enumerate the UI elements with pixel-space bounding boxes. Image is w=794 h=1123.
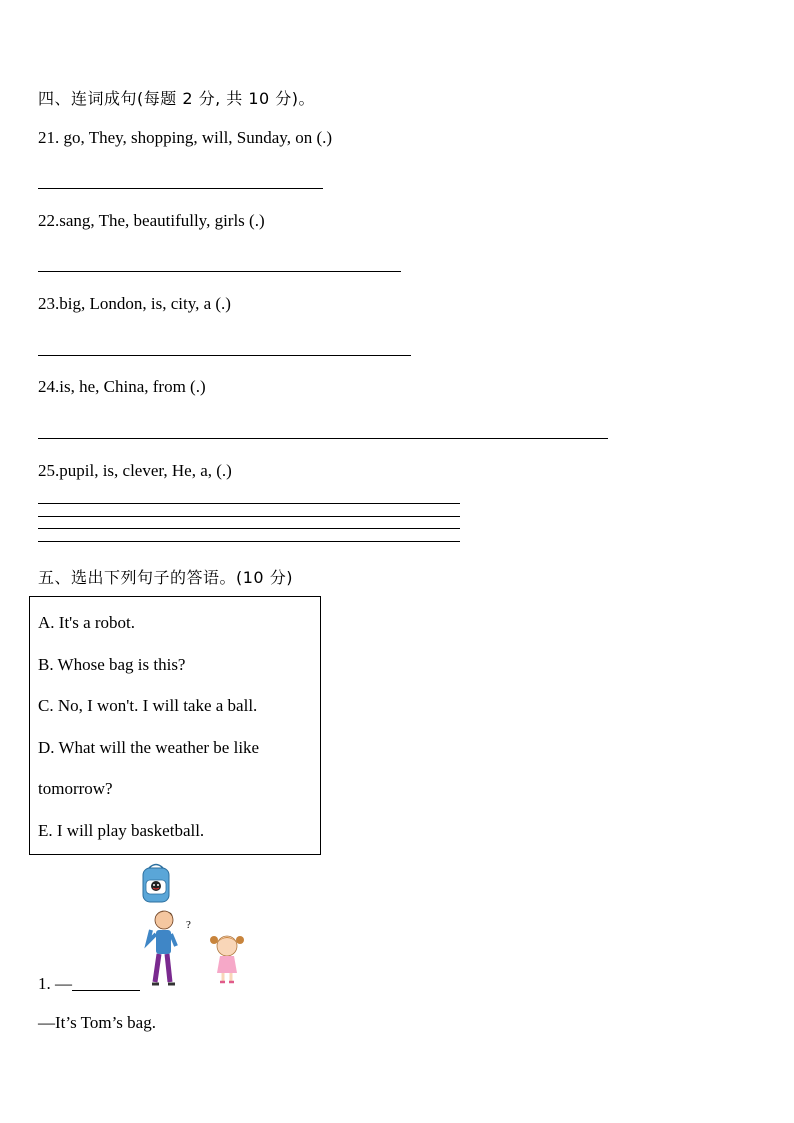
answer-line-24[interactable] [38, 438, 608, 439]
answer-line-25d[interactable] [38, 541, 460, 542]
answer-line-25a[interactable] [38, 503, 460, 504]
item-1-blank[interactable] [72, 976, 140, 991]
boy-icon [148, 911, 176, 984]
question-25: 25.pupil, is, clever, He, a, (.) [38, 461, 232, 480]
section-4-heading: 四、连词成句(每题 2 分, 共 10 分)。 [38, 89, 316, 108]
answer-line-22[interactable] [38, 271, 401, 272]
question-24: 24.is, he, China, from (.) [38, 377, 206, 396]
bag-question-illustration [130, 860, 260, 995]
question-22: 22.sang, The, beautifully, girls (.) [38, 211, 265, 230]
option-d-continued: tomorrow? [38, 779, 113, 798]
question-21: 21. go, They, shopping, will, Sunday, on (.) [38, 128, 333, 147]
option-b: B. Whose bag is this? [38, 655, 186, 674]
answer-line-23[interactable] [38, 355, 411, 356]
question-mark: ? [186, 919, 191, 931]
girl-icon [210, 936, 244, 982]
answer-line-21[interactable] [38, 188, 323, 189]
item-1-prefix: 1. — [38, 974, 72, 993]
section-5-heading: 五、选出下列句子的答语。(10 分) [38, 568, 293, 587]
option-c: C. No, I won't. I will take a ball. [38, 696, 258, 715]
answer-line-25c[interactable] [38, 528, 460, 529]
item-1-line [38, 974, 140, 994]
option-e: E. I will play basketball. [38, 821, 205, 840]
options-box [29, 596, 321, 855]
backpack-icon [143, 865, 169, 903]
option-a: A. It's a robot. [38, 613, 136, 632]
question-23: 23.big, London, is, city, a (.) [38, 294, 231, 313]
item-1-answer: —It’s Tom’s bag. [38, 1013, 156, 1032]
option-d: D. What will the weather be like [38, 738, 260, 757]
answer-line-25b[interactable] [38, 516, 460, 517]
